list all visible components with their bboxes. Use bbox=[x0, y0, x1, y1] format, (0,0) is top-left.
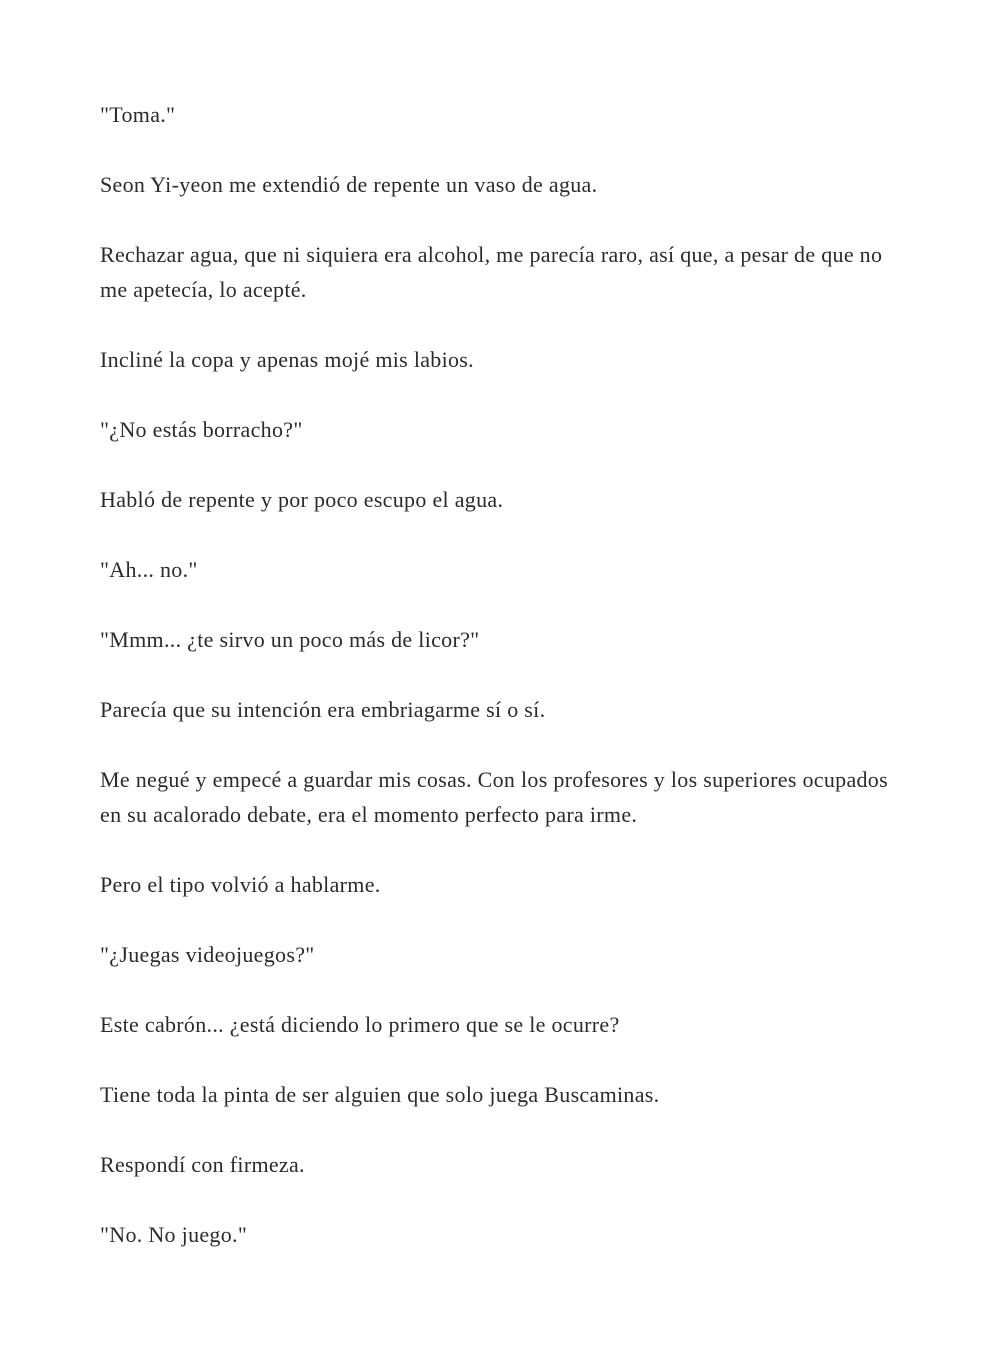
paragraph: Este cabrón... ¿está diciendo lo primero que se le ocurre? bbox=[100, 1012, 620, 1037]
paragraph: Habló de repente y por poco escupo el agua. bbox=[100, 487, 504, 512]
paragraph: "¿No estás borracho?" bbox=[100, 417, 303, 442]
paragraph: Parecía que su intención era embriagarme sí o sí. bbox=[100, 697, 546, 722]
paragraph: "Toma." bbox=[100, 102, 176, 127]
paragraph: Incliné la copa y apenas mojé mis labios. bbox=[100, 347, 474, 372]
paragraph: Seon Yi-yeon me extendió de repente un vaso de agua. bbox=[100, 172, 598, 197]
paragraph: "Ah... no." bbox=[100, 557, 198, 582]
document-body bbox=[100, 97, 910, 1287]
paragraph: "No. No juego." bbox=[100, 1222, 248, 1247]
paragraph: Respondí con firmeza. bbox=[100, 1152, 305, 1177]
paragraph: "Mmm... ¿te sirvo un poco más de licor?" bbox=[100, 627, 480, 652]
paragraph: Rechazar agua, que ni siquiera era alcohol, me parecía raro, así que, a pesar de que no me apetecía, lo acepté. bbox=[100, 242, 883, 302]
paragraph: Pero el tipo volvió a hablarme. bbox=[100, 872, 381, 897]
paragraph: Tiene toda la pinta de ser alguien que solo juega Buscaminas. bbox=[100, 1082, 660, 1107]
paragraph: Me negué y empecé a guardar mis cosas. Con los profesores y los superiores ocupados en su acalorado debate, era el momento perfecto para irme. bbox=[100, 767, 888, 827]
paragraph: "¿Juegas videojuegos?" bbox=[100, 942, 315, 967]
